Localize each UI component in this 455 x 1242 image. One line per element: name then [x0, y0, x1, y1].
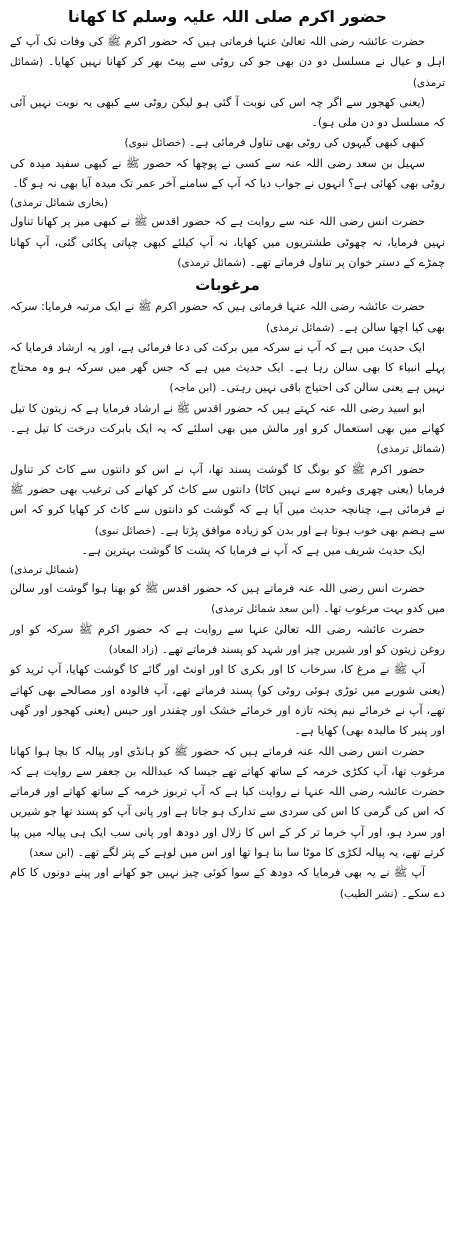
page-title: حضور اکرم صلی اللہ علیہ وسلم کا کھانا	[68, 7, 387, 26]
paragraph	[10, 212, 445, 273]
paragraph-text: حضرت انس رضی اللہ عنہ فرماتے ہیں کہ حضور اقدس ﷺ کو بھنا ہوا گوشت اور سالن میں کدو بہت مرغوب تھا۔	[10, 582, 445, 616]
source-citation: (شمائل ترمذی)	[177, 256, 246, 269]
source-citation: (خصائل نبوی)	[124, 137, 186, 150]
source-citation: (نشر الطیب)	[339, 887, 398, 900]
paragraph-text: آپ ﷺ نے مرغ کا، سرخاب کا اور بکری کا اور اونٹ اور گائے کا گوشت کھایا، آپ ثرید کو (یعنی شوربے میں توڑی ہوئی روٹی کو) پسند فرماتے تھے، آپ فالودہ اور مصالحے بھی کھاتے تھے، آپ نے خرمائے نیم پختہ تازہ اور خرمائے خشک اور چقندر اور حیس (یعنی کھجور اور گھی اور پنیر کا مالیدہ بھی) کھایا ہے۔	[10, 663, 445, 738]
paragraph	[10, 742, 445, 864]
paragraph-text: حضرت انس رضی اللہ عنہ فرماتے ہیں کہ حضور ﷺ کو ہانڈی اور پیالہ کا بچا ہوا کھانا مرغوب تھا، آپ ککڑی خرمہ کے ساتھ کھاتے تھے جیسا کہ عبداللہ بن جعفر سے روایت ہے کہ حضرت عائشہ رضی اللہ عنہا نے روایت کیا ہے کہ آپ تربوز خرمہ کے ساتھ کھاتے اور فرماتے کہ اس کی گرمی کا اس کی سردی سے تدارک ہو جاتا ہے اور پانی آپ کو پسند تھا جو شیریں اور سرد ہو، اور آپ خرما تر کر کے اس کا زلال اور دودھ اور پانی سب ایک ہی پیالہ میں پیا کرتے تھے، یہ پیالہ لکڑی کا موٹا سا بنا ہوا تھا اور اس میں لوہے کے پتر لگے تھے۔	[10, 744, 445, 859]
paragraph	[10, 620, 445, 661]
paragraph	[10, 579, 445, 620]
source-citation: (ابن سعد شمائل ترمذی)	[211, 603, 320, 616]
source-citation: (ابن سعد)	[29, 846, 74, 859]
source-citation: (شمائل ترمذی)	[376, 443, 445, 456]
paragraph-text: سہیل بن سعد رضی اللہ عنہ سے کسی نے پوچھا کہ حضور ﷺ نے کبھی سفید میدہ کی روٹی بھی کھائی ہے؟ انہوں نے جواب دیا کہ آپ کے سامنے آخر عمر تک میدہ آیا بھی نہ ہو گا۔	[10, 156, 445, 191]
paragraph-text: حضور اکرم ﷺ کو بونگ کا گوشت پسند تھا، آپ نے اس کو دانتوں سے کاٹ کر تناول فرمایا (یعنی چھری وغیرہ سے نہیں کاٹا) دانتوں سے کاٹ کر کھانے کی ترغیب بھی حضور ﷺ نے فرمائی ہے، چنانچہ حدیث میں آیا ہے کہ گوشت کو دانتوں سے کاٹ کر کھایا کرو کہ اس سے ہضم بھی خوب ہوتا ہے اور بدن کو زیادہ موافق پڑتا ہے۔	[10, 462, 445, 537]
source-citation: (ابن ماجہ)	[169, 382, 217, 395]
paragraph-text: حضرت عائشہ رضی اللہ عنہا فرماتی ہیں کہ حضور اکرم ﷺ نے ایک مرتبہ فرمایا: سرکہ بھی کیا اچھا سالن ہے۔	[10, 300, 445, 334]
paragraph	[10, 541, 445, 561]
source-citation: (شمائل ترمذی)	[10, 56, 445, 89]
source-citation: (خصائل نبوی)	[94, 524, 156, 537]
paragraph-text: حضرت انس رضی اللہ عنہ سے روایت ہے کہ حضور اقدس ﷺ نے کبھی میز پر کھانا تناول نہیں فرمایا، نہ چھوٹی طشتریوں میں کھایا، نہ آپ کیلئے کبھی چپاتی پکائی گئی، آپ کھانا چمڑے کے دستر خوان پر تناول فرماتے تھے۔	[10, 215, 445, 269]
paragraph-text: آپ ﷺ نے یہ بھی فرمایا کہ دودھ کے سوا کوئی چیز نہیں جو کھانے اور پینے دونوں کا کام دے سکے۔	[10, 866, 445, 900]
paragraph	[10, 154, 445, 195]
paragraph	[10, 460, 445, 541]
paragraph	[10, 338, 445, 399]
paragraph-text: ابو اسید رضی اللہ عنہ کہتے ہیں کہ حضور اقدس ﷺ نے ارشاد فرمایا ہے کہ زیتون کا تیل کھانے میں بھی استعمال کرو اور مالش میں بھی اسلئے کہ یہ ایک بابرکت درخت کا تیل ہے۔	[10, 401, 445, 436]
paragraph	[10, 660, 445, 741]
paragraph	[10, 863, 445, 904]
paragraph-text: ایک حدیث میں ہے کہ آپ نے سرکہ میں برکت کی دعا فرمائی ہے، اور یہ ارشاد فرمایا کہ پہلے انبیاء کا بھی سالن رہا ہے۔ ایک حدیث میں ہے کہ جس گھر میں سرکہ ہو وہ محتاج نہیں ہے یعنی سالن کی احتیاج باقی نہیں رہتی۔	[10, 340, 445, 395]
paragraph	[10, 133, 445, 153]
source-citation: (زاد المعاد)	[108, 644, 159, 657]
paragraph-text: حضرت عائشہ رضی اللہ تعالیٰ عنہا فرماتی ہیں کہ حضور اکرم ﷺ کی وفات تک آپ کے اہل و عیال نے مسلسل دو دن بھی جو کی روٹی سے پیٹ بھر کر کھانا نہیں کھایا۔	[10, 35, 446, 69]
paragraph	[10, 297, 445, 338]
paragraph	[10, 399, 445, 460]
paragraph	[10, 93, 445, 134]
source-citation: (بخاری شمائل ترمذی)	[10, 197, 109, 210]
section-heading: مرغوبات	[195, 276, 260, 295]
source-citation: (شمائل ترمذی)	[265, 321, 335, 334]
paragraph-text: (یعنی کھجور سے اگر چہ اس کی نوبت آ گئی ہو لیکن روٹی سے کبھی یہ نوبت نہیں آئی کہ مسلسل دو دن ملی ہو)۔	[10, 95, 445, 130]
paragraph-text: کبھی کبھی گیہوں کی روٹی بھی تناول فرمائی ہے۔	[188, 136, 425, 150]
paragraph	[10, 32, 445, 93]
paragraph-text: حضرت عائشہ رضی اللہ تعالیٰ عنہا سے روایت ہے کہ حضور اکرم ﷺ سرکہ کو اور روغن زیتون کو اور شیریں چیز اور شہد کو پسند فرماتے تھے۔	[10, 622, 445, 657]
source-citation: (شمائل ترمذی)	[10, 564, 79, 577]
paragraph-text: ایک حدیث شریف میں ہے کہ آپ نے فرمایا کہ پشت کا گوشت بہترین ہے۔	[81, 543, 425, 557]
